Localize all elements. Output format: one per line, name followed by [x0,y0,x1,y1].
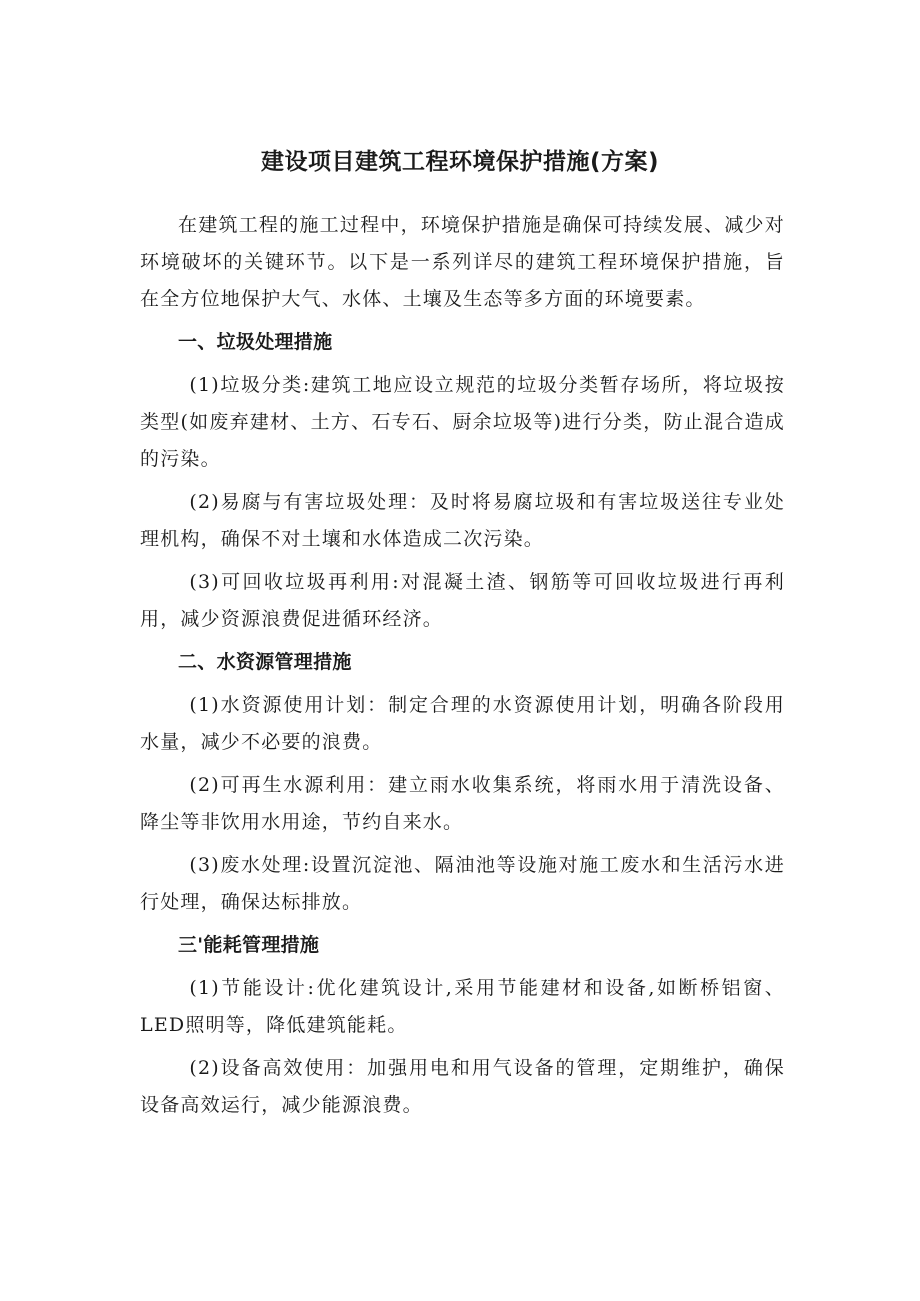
document-title: 建设项目建筑工程环境保护措施(方案) [260,149,660,175]
section-heading: 一、垃圾处理措施 [178,331,333,353]
list-item: (2)可再生水源利用：建立雨水收集系统，将雨水用于清洗设备、降尘等非饮用水用途，节约自来水。 [140,774,785,833]
section-heading: 二、水资源管理措施 [178,651,352,673]
section-water [140,644,785,921]
section-waste [140,324,785,638]
list-item: (1)水资源使用计划：制定合理的水资源使用计划，明确各阶段用水量，减少不必要的浪费。 [140,694,785,753]
intro-paragraph: 在建筑工程的施工过程中，环境保护措施是确保可持续发展、减少对环境破坏的关键环节。以下是一系列详尽的建筑工程环境保护措施，旨在全方位地保护大气、水体、土壤及生态等多方面的环境要素。 [140,214,785,310]
list-item: (3)可回收垃圾再利用:对混凝土渣、钢筋等可回收垃圾进行再利用，减少资源浪费促进循环经济。 [140,571,785,630]
list-item: (1)节能设计:优化建筑设计,采用节能建材和设备,如断桥铝窗、LED照明等，降低建筑能耗。 [140,977,785,1036]
list-item: (3)废水处理:设置沉淀池、隔油池等设施对施工废水和生活污水进行处理，确保达标排放。 [140,854,785,913]
section-heading: 三'能耗管理措施 [178,934,320,956]
list-item: (2)设备高效使用：加强用电和用气设备的管理，定期维护，确保设备高效运行，减少能源浪费。 [140,1057,785,1116]
list-item: (1)垃圾分类:建筑工地应设立规范的垃圾分类暂存场所，将垃圾按类型(如废弃建材、土方、石专石、厨余垃圾等)进行分类，防止混合造成的污染。 [140,374,785,470]
section-energy [140,927,785,1124]
list-item: (2)易腐与有害垃圾处理：及时将易腐垃圾和有害垃圾送往专业处理机构，确保不对土壤和水体造成二次污染。 [140,491,785,550]
document-body [140,207,785,1130]
